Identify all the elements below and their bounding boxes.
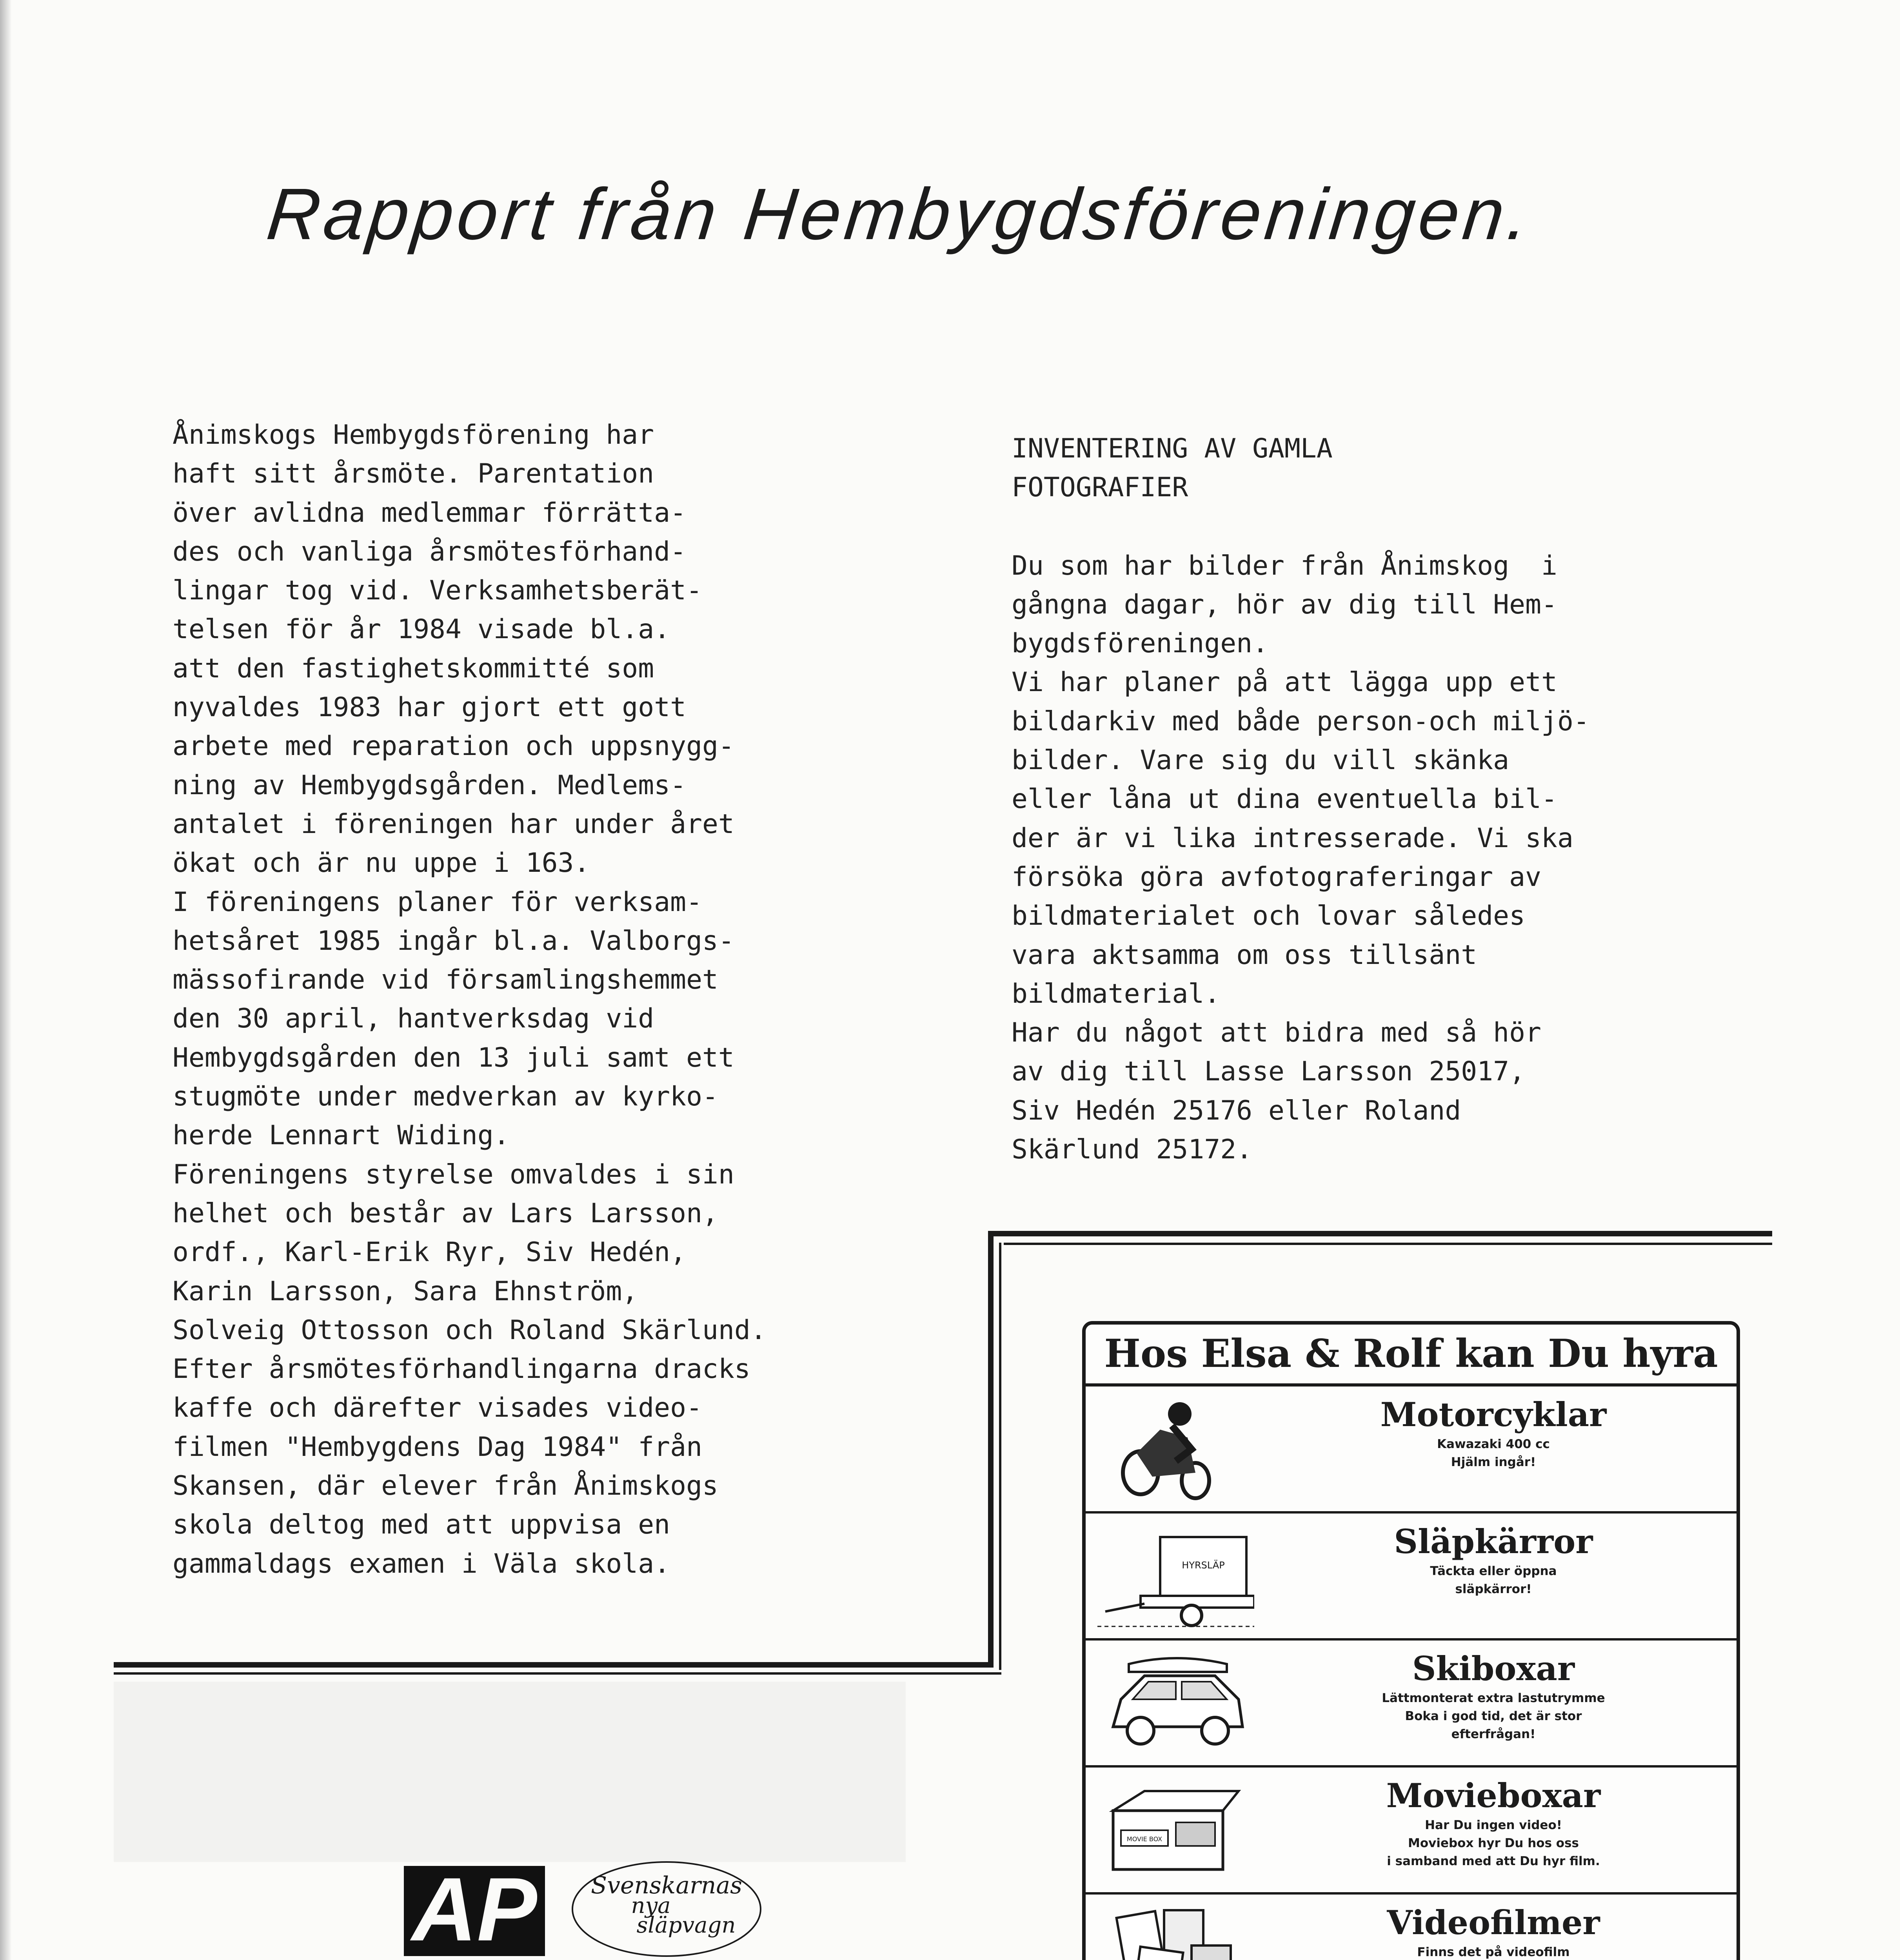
text-line: des och vanliga årsmötesförhand- <box>173 536 687 567</box>
text-line: eller låna ut dina eventuella bil- <box>1012 784 1557 815</box>
page-title: Rapport från Hembygdsföreningen. <box>263 174 1537 255</box>
ad-row-detail: Har Du ingen video! <box>1425 1818 1562 1832</box>
ad-row-detail: Hjälm ingår! <box>1451 1455 1536 1469</box>
text-line: lingar tog vid. Verksamhetsberät- <box>173 575 703 606</box>
left-column <box>173 416 972 1583</box>
text-line: att den fastighetskommitté som <box>173 653 654 684</box>
divider-vertical-2 <box>999 1243 1001 1670</box>
text-line: Föreningens styrelse omvaldes i sin <box>173 1159 734 1190</box>
text-line: Solveig Ottosson och Roland Skärlund. <box>173 1314 767 1346</box>
text-line: herde Lennart Widing. <box>173 1120 510 1151</box>
text-line: bildmaterial. <box>1012 978 1221 1009</box>
text-line: ning av Hembygdsgården. Medlems- <box>173 769 687 801</box>
text-line: Ånimskogs Hembygdsförening har <box>173 419 654 450</box>
ad-row-detail: Boka i god tid, det är stor <box>1405 1709 1582 1723</box>
ap-script-line: Svenskarnas <box>591 1872 742 1899</box>
text-line: Karin Larsson, Sara Ehnström, <box>173 1276 638 1307</box>
text-line: hetsåret 1985 ingår bl.a. Valborgs- <box>173 925 734 956</box>
ad-row-detail: efterfrågan! <box>1451 1727 1536 1741</box>
ad-row-detail: Lättmonterat extra lastutrymme <box>1382 1691 1605 1705</box>
text-line: nyvaldes 1983 har gjort ett gott <box>173 692 687 723</box>
ad-row-skiboxar <box>1086 1641 1737 1768</box>
video-cassettes-icon <box>1097 1902 1254 1960</box>
divider-right-top-2 <box>1004 1243 1772 1245</box>
trailer-sign: HYRSLÄP <box>1182 1560 1225 1571</box>
ad-row-detail: Finns det på videofilm <box>1417 1945 1570 1959</box>
ap-logo-icon <box>400 1858 768 1960</box>
ad-row-movieboxar <box>1086 1768 1737 1895</box>
text-line: skola deltog med att uppvisa en <box>173 1509 670 1541</box>
text-line: Vi har planer på att lägga upp ett <box>1012 667 1557 698</box>
text-line: den 30 april, hantverksdag vid <box>173 1003 654 1034</box>
moviebox-label: MOVIE BOX <box>1126 1835 1163 1843</box>
divider-left-bottom <box>114 1662 994 1668</box>
text-line: Skärlund 25172. <box>1012 1134 1253 1165</box>
text-line: ökat och är nu uppe i 163. <box>173 848 590 879</box>
ad-row-videofilmer <box>1086 1895 1737 1960</box>
text-line: haft sitt årsmöte. Parentation <box>173 458 654 490</box>
scan-edge <box>0 0 12 1960</box>
ad-headline: Hos Elsa & Rolf kan Du hyra <box>1086 1325 1737 1387</box>
text-line: Skansen, där elever från Ånimskogs <box>173 1470 718 1502</box>
ad-row-title: Movieboxar <box>1386 1776 1601 1815</box>
text-line: telsen för år 1984 visade bl.a. <box>173 614 670 645</box>
text-line: bygdsföreningen. <box>1012 628 1269 659</box>
motorcycle-icon <box>1097 1394 1254 1504</box>
text-line: Efter årsmötesförhandlingarna dracks <box>173 1354 750 1385</box>
text-line: gångna dagar, hör av dig till Hem- <box>1012 589 1557 620</box>
divider-right-top <box>988 1231 1772 1236</box>
ap-script-line: nya <box>631 1893 671 1918</box>
divider-vertical <box>988 1231 994 1666</box>
ad-row-title: Släpkärror <box>1394 1522 1593 1561</box>
ad-row-motorcyklar <box>1086 1387 1737 1514</box>
ad-row-title: Videofilmer <box>1387 1903 1600 1942</box>
text-line: stugmöte under medverkan av kyrko- <box>173 1081 718 1112</box>
text-line: Har du något att bidra med så hör <box>1012 1017 1542 1049</box>
section-heading: FOTOGRAFIER <box>1012 472 1188 503</box>
text-line: bildmaterialet och lovar således <box>1012 900 1526 932</box>
moviebox-icon <box>1097 1775 1254 1885</box>
text-line: över avlidna medlemmar förrätta- <box>173 497 687 528</box>
text-line: vara aktsamma om oss tillsänt <box>1012 939 1477 971</box>
section-heading: INVENTERING AV GAMLA <box>1012 433 1333 464</box>
divider-left-bottom-2 <box>114 1672 1001 1675</box>
ad-row-detail: i samband med att Du hyr film. <box>1387 1854 1600 1868</box>
car-roofbox-icon <box>1097 1648 1254 1758</box>
ap-script-line: släpvagn <box>636 1913 736 1938</box>
text-line: helhet och består av Lars Larsson, <box>173 1198 718 1229</box>
text-line: gammaldags examen i Väla skola. <box>173 1548 670 1579</box>
text-line: försöka göra avfotograferingar av <box>1012 861 1542 893</box>
text-line: antalet i föreningen har under året <box>173 808 734 840</box>
text-line: Du som har bilder från Ånimskog i <box>1012 550 1557 581</box>
ap-logo-text: AP <box>412 1859 537 1960</box>
text-line: Hembygdsgården den 13 juli samt ett <box>173 1042 734 1073</box>
text-line: av dig till Lasse Larsson 25017, <box>1012 1056 1526 1087</box>
ad-elsa-rolf <box>1082 1321 1740 1960</box>
ad-row-detail: Kawazaki 400 cc <box>1437 1437 1550 1451</box>
text-line: der är vi lika intresserade. Vi ska <box>1012 822 1573 854</box>
ad-row-detail: Moviebox hyr Du hos oss <box>1408 1836 1579 1850</box>
text-line: bilder. Vare sig du vill skänka <box>1012 745 1509 776</box>
ad-ap-trailer <box>400 1858 768 1960</box>
right-column <box>1012 429 1815 1169</box>
text-line: Siv Hedén 25176 eller Roland <box>1012 1095 1461 1126</box>
ad-row-slapkarror <box>1086 1514 1737 1641</box>
text-line: kaffe och därefter visades video- <box>173 1392 703 1424</box>
text-line: mässofirande vid församlingshemmet <box>173 964 718 996</box>
text-line: bildarkiv med både person-och miljö- <box>1012 706 1589 737</box>
text-line: arbete med reparation och uppsnygg- <box>173 731 734 762</box>
ad-row-title: Motorcyklar <box>1380 1395 1607 1434</box>
text-line: filmen "Hembygdens Dag 1984" från <box>173 1431 703 1463</box>
ad-row-detail: släpkärror! <box>1455 1582 1532 1596</box>
paste-up-area <box>114 1682 906 1862</box>
ad-row-title: Skiboxar <box>1412 1649 1575 1688</box>
trailer-icon <box>1097 1521 1254 1631</box>
text-line: I föreningens planer för verksam- <box>173 886 703 918</box>
text-line: ordf., Karl-Erik Ryr, Siv Hedén, <box>173 1237 687 1268</box>
ad-row-detail: Täckta eller öppna <box>1430 1564 1557 1578</box>
